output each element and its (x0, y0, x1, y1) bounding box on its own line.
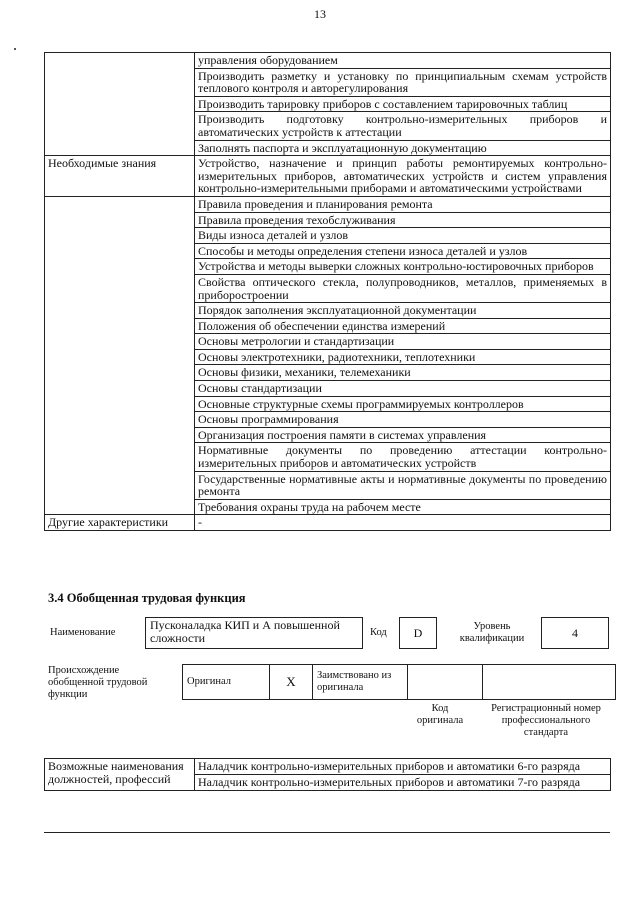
skills-table-row (45, 68, 611, 96)
row-item: Основы программирования (195, 412, 611, 428)
row-category (45, 274, 195, 302)
row-item: Свойства оптического стекла, полупроводников, металлов, применяемых в приборостроении (195, 274, 611, 302)
skills-table-row (45, 499, 611, 515)
skills-table-row (45, 274, 611, 302)
skills-table-row (45, 112, 611, 140)
origin-label: Происхождение обобщенной трудовой функции (48, 665, 148, 700)
function-name-box (145, 617, 363, 649)
row-category (45, 259, 195, 275)
row-item: Основы метрологии и стандартизации (195, 334, 611, 350)
row-category (45, 196, 195, 212)
position-item: Наладчик контрольно-измерительных приборов и автоматики 6-го разряда (195, 759, 611, 775)
skills-table-row (45, 443, 611, 471)
row-item: Основы стандартизации (195, 381, 611, 397)
function-name-value: Пусконаладка КИП и А повышенной сложности (150, 618, 340, 645)
row-item: Государственные нормативные акты и нормативные документы по проведению ремонта (195, 471, 611, 499)
row-category: Необходимые знания (45, 156, 195, 197)
row-category (45, 212, 195, 228)
row-category (45, 443, 195, 471)
row-category (45, 68, 195, 96)
row-category (45, 112, 195, 140)
origin-original-label: Оригинал (187, 676, 231, 687)
row-category (45, 381, 195, 397)
row-item: Нормативные документы по проведению аттестации контрольно-измерительных приборов и автоматических устройств (195, 443, 611, 471)
skills-table-body (45, 53, 611, 531)
skills-table-row (45, 381, 611, 397)
row-item: Положения об обеспечении единства измерений (195, 318, 611, 334)
row-category (45, 228, 195, 244)
row-item: Устройство, назначение и принцип работы ремонтируемых контрольно-измерительных приборов, автоматических устройств и систем управления контрольно-измерительными приборами и автоматическими устройствами (195, 156, 611, 197)
positions-label: Возможные наименования должностей, профессий (48, 759, 184, 786)
row-category (45, 349, 195, 365)
caption-reg: Регистрационный номер профессионального стандарта (491, 703, 601, 738)
row-item: Производить подготовку контрольно-измерительных приборов и автоматических устройств к аттестации (195, 112, 611, 140)
row-item: Правила проведения техобслуживания (195, 212, 611, 228)
row-item: Основы электротехники, радиотехники, теплотехники (195, 349, 611, 365)
row-item: Заполнять паспорта и эксплуатационную документацию (195, 140, 611, 156)
skills-table-row (45, 349, 611, 365)
skills-table-row (45, 259, 611, 275)
row-category (45, 303, 195, 319)
row-category (45, 53, 195, 69)
row-category (45, 318, 195, 334)
row-item: - (195, 515, 611, 531)
row-category (45, 96, 195, 112)
section-heading: 3.4 Обобщенная трудовая функция (48, 591, 246, 605)
row-item: Основы физики, механики, телемеханики (195, 365, 611, 381)
skills-table-row (45, 515, 611, 531)
origin-original-cell (183, 665, 270, 700)
skills-table-row (45, 303, 611, 319)
positions-label-cell (45, 759, 195, 791)
row-item: Основные структурные схемы программируемых контроллеров (195, 396, 611, 412)
code-value: D (413, 625, 423, 640)
code-box (399, 617, 437, 649)
row-item: Организация построения памяти в системах управления (195, 427, 611, 443)
row-item: Производить тарировку приборов с составлением тарировочных таблиц (195, 96, 611, 112)
skills-table-row (45, 156, 611, 197)
skills-table-row (45, 412, 611, 428)
row-item: управления оборудованием (195, 53, 611, 69)
name-label: Наименование (50, 627, 116, 638)
qualification-level-label: Уровень квалификации (459, 621, 525, 644)
origin-borrowed-cell (313, 665, 408, 700)
qualification-level-box (541, 617, 609, 649)
row-category (45, 412, 195, 428)
row-category (45, 334, 195, 350)
row-category (45, 471, 195, 499)
qualification-level-value: 4 (572, 625, 578, 640)
row-item: Требования охраны труда на рабочем месте (195, 499, 611, 515)
row-category (45, 499, 195, 515)
origin-table (182, 664, 616, 700)
row-category: Другие характеристики (45, 515, 195, 531)
caption-code: Код оригинала (416, 703, 464, 726)
skills-table-row (45, 396, 611, 412)
row-category (45, 365, 195, 381)
skills-table-row (45, 471, 611, 499)
row-category (45, 140, 195, 156)
origin-mark-cell (270, 665, 313, 700)
row-item: Виды износа деталей и узлов (195, 228, 611, 244)
skills-table-row (45, 318, 611, 334)
row-category (45, 427, 195, 443)
row-item: Способы и методы определения степени износа деталей и узлов (195, 243, 611, 259)
skills-table-row (45, 427, 611, 443)
skills-table-row (45, 365, 611, 381)
code-label: Код (370, 627, 387, 638)
skills-table-row (45, 228, 611, 244)
skills-table-row (45, 96, 611, 112)
skills-table-row (45, 196, 611, 212)
skills-table-row (45, 212, 611, 228)
origin-borrowed-label: Заимствовано из оригинала (317, 670, 392, 693)
page-number: 13 (314, 7, 326, 21)
skills-table-row (45, 140, 611, 156)
positions-table (44, 758, 611, 791)
row-item: Правила проведения и планирования ремонта (195, 196, 611, 212)
origin-mark: X (286, 674, 296, 689)
skills-table (44, 52, 611, 531)
row-item: Производить разметку и установку по принципиальным схемам устройств теплового контроля и авторегулирования (195, 68, 611, 96)
position-item: Наладчик контрольно-измерительных приборов и автоматики 7-го разряда (195, 775, 611, 791)
origin-reg-cell (483, 665, 616, 700)
skills-table-row (45, 53, 611, 69)
origin-code-cell (408, 665, 483, 700)
row-item: Порядок заполнения эксплуатационной документации (195, 303, 611, 319)
footer-rule (44, 832, 610, 833)
row-category (45, 396, 195, 412)
skills-table-row (45, 334, 611, 350)
skills-table-row (45, 243, 611, 259)
scan-speck (14, 48, 16, 50)
row-category (45, 243, 195, 259)
row-item: Устройства и методы выверки сложных контрольно-юстировочных приборов (195, 259, 611, 275)
